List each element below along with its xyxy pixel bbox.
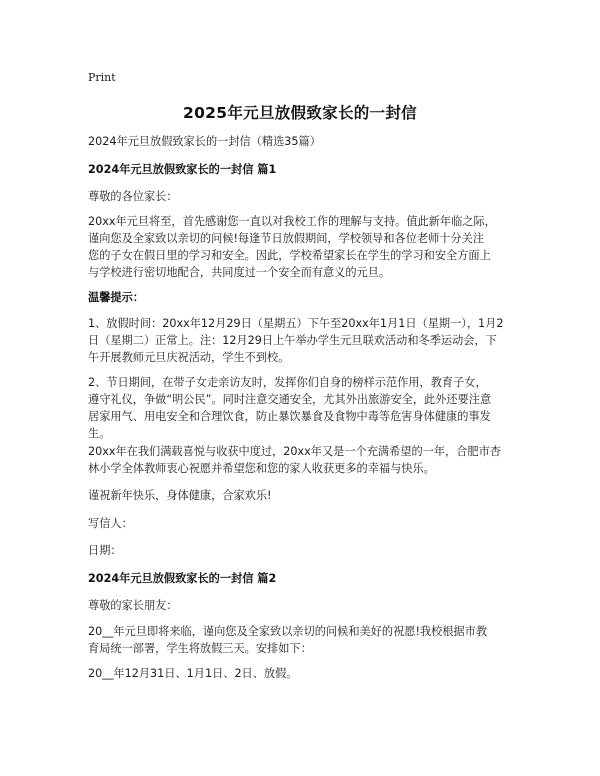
section1-wishes: 谨祝新年快乐，身体健康，合家欢乐! (88, 489, 272, 502)
section2-heading: 2024年元旦放假致家长的一封信 篇2 (88, 572, 277, 585)
section1-greeting: 尊敬的各位家长： (88, 190, 178, 203)
tips-heading: 温馨提示： (88, 291, 144, 304)
section2-paragraph-2: 20__年12月31日、1月1日、2日、放假。 (88, 667, 298, 680)
section1-heading: 2024年元旦放假致家长的一封信 篇1 (88, 163, 277, 176)
document-subtitle: 2024年元旦放假致家长的一封信（精选35篇） (88, 135, 321, 148)
print-label: Print (88, 71, 116, 84)
section1-paragraph-2: 20xx年在我们满载喜悦与收获中度过，20xx年又是一个充满希望的一年，合肥市杏 林小学全体教师衷心祝愿并希望您和您的家人收获更多的幸福与快乐。 (88, 445, 501, 475)
section1-date: 日期： (88, 544, 122, 557)
tip-1: 1、放假时间：20xx年12月29日（星期五）下午至20xx年1月1日（星期一），1月2 日（星期二）正常上。注：12月29日上午举办学生元旦联欢活动和冬季运动会，下 午开展教师元旦庆祝活动，学生不到校。 (88, 317, 504, 364)
page-title: 2025年元旦放假致家长的一封信 (183, 104, 417, 122)
section1-paragraph-1: 20xx年元旦将至，首先感谢您一直以对我校工作的理解与支持。值此新年临之际， 谨向您及全家致以亲切的问候!每逢节日放假期间，学校领导和各位老师十分关注 您的子女在假日里的学习和安全。因此，学校希望家长在学生的学习和安全方面上 与学校进行密切地配合，共同度过一个安全而有意义的元旦。 (88, 215, 496, 279)
section2-paragraph-1: 20__年元旦即将来临，谨向您及全家致以亲切的问候和美好的祝愿!我校根据市教 育局统一部署，学生将放假三天。安排如下： (88, 625, 488, 655)
tip-2: 2、节日期间，在带子女走亲访友时，发挥你们自身的榜样示范作用，教育子女， 遵守礼仪，争做“明公民”。同时注意交通安全，尤其外出旅游安全，此外还要注意 居家用气、用电安全和合理饮食，防止暴饮暴食及食物中毒等危害身体健康的事发 生。 (88, 376, 492, 440)
section2-greeting: 尊敬的家长朋友： (88, 599, 178, 612)
section1-writer: 写信人： (88, 517, 133, 530)
